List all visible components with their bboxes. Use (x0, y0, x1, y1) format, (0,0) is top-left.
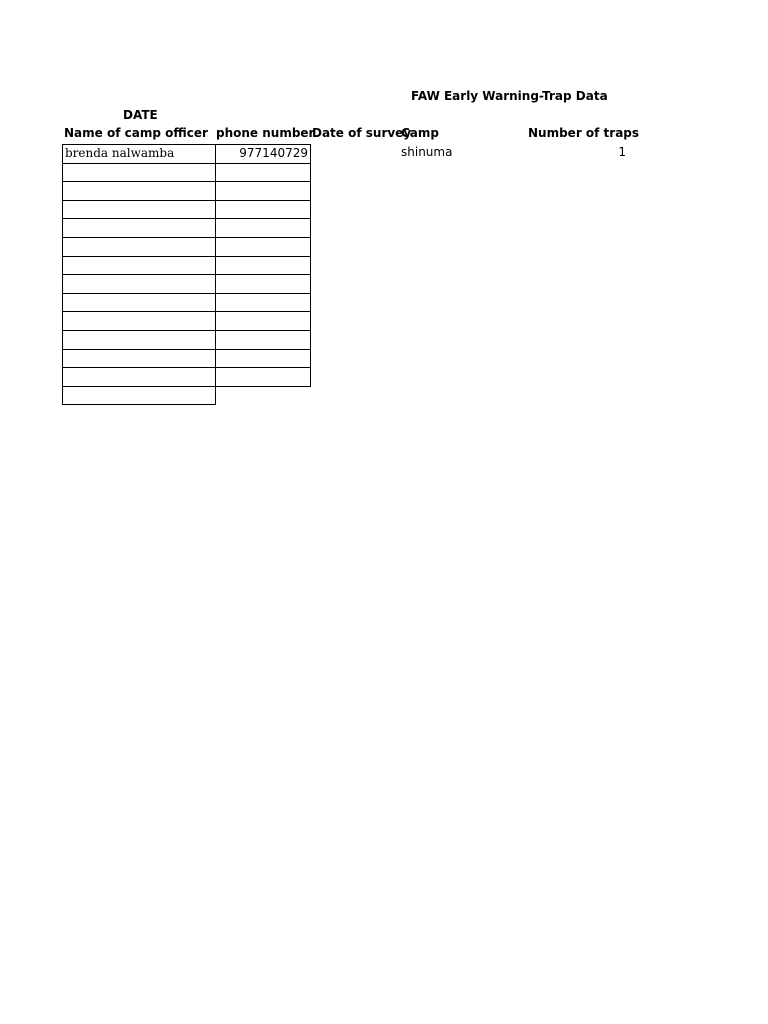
phone-number-cell[interactable] (215, 274, 311, 294)
officer-name-cell[interactable] (62, 293, 216, 313)
officer-name-cell[interactable] (62, 181, 216, 201)
date-label: DATE (123, 108, 158, 122)
phone-number-cell[interactable] (215, 311, 311, 331)
header-date-of-survey: Date of survey (312, 126, 412, 140)
header-camp: Camp (401, 126, 439, 140)
officer-name-cell[interactable] (62, 311, 216, 331)
officer-name-cell[interactable] (62, 200, 216, 220)
phone-number-cell[interactable] (215, 218, 311, 238)
officer-name-cell[interactable] (62, 163, 216, 183)
phone-number-cell[interactable] (215, 349, 311, 369)
camp-value[interactable]: shinuma (401, 145, 453, 159)
officer-name-cell[interactable] (62, 349, 216, 369)
phone-number-cell[interactable] (215, 256, 311, 276)
phone-number-cell[interactable] (215, 293, 311, 313)
header-phone-number: phone number (216, 126, 315, 140)
phone-number-cell[interactable] (215, 237, 311, 257)
officer-name-cell[interactable] (62, 218, 216, 238)
traps-value[interactable]: 1 (618, 145, 626, 159)
phone-number-cell[interactable]: 977140729 (215, 144, 311, 164)
officer-name-cell[interactable] (62, 386, 216, 406)
officer-name-cell[interactable] (62, 367, 216, 387)
phone-number-cell[interactable] (215, 367, 311, 387)
phone-number-cell[interactable] (215, 200, 311, 220)
phone-number-cell[interactable] (215, 181, 311, 201)
sheet-title: FAW Early Warning-Trap Data (411, 89, 608, 103)
officer-name-cell[interactable] (62, 237, 216, 257)
header-number-of-traps: Number of traps (528, 126, 640, 140)
officer-name-cell[interactable] (62, 256, 216, 276)
officer-name-cell[interactable] (62, 274, 216, 294)
header-name-of-camp-officer: Name of camp officer (64, 126, 208, 140)
officer-name-cell[interactable] (62, 330, 216, 350)
phone-number-cell[interactable] (215, 330, 311, 350)
phone-number-cell[interactable] (215, 163, 311, 183)
officer-name-cell[interactable]: brenda nalwamba (62, 144, 216, 164)
